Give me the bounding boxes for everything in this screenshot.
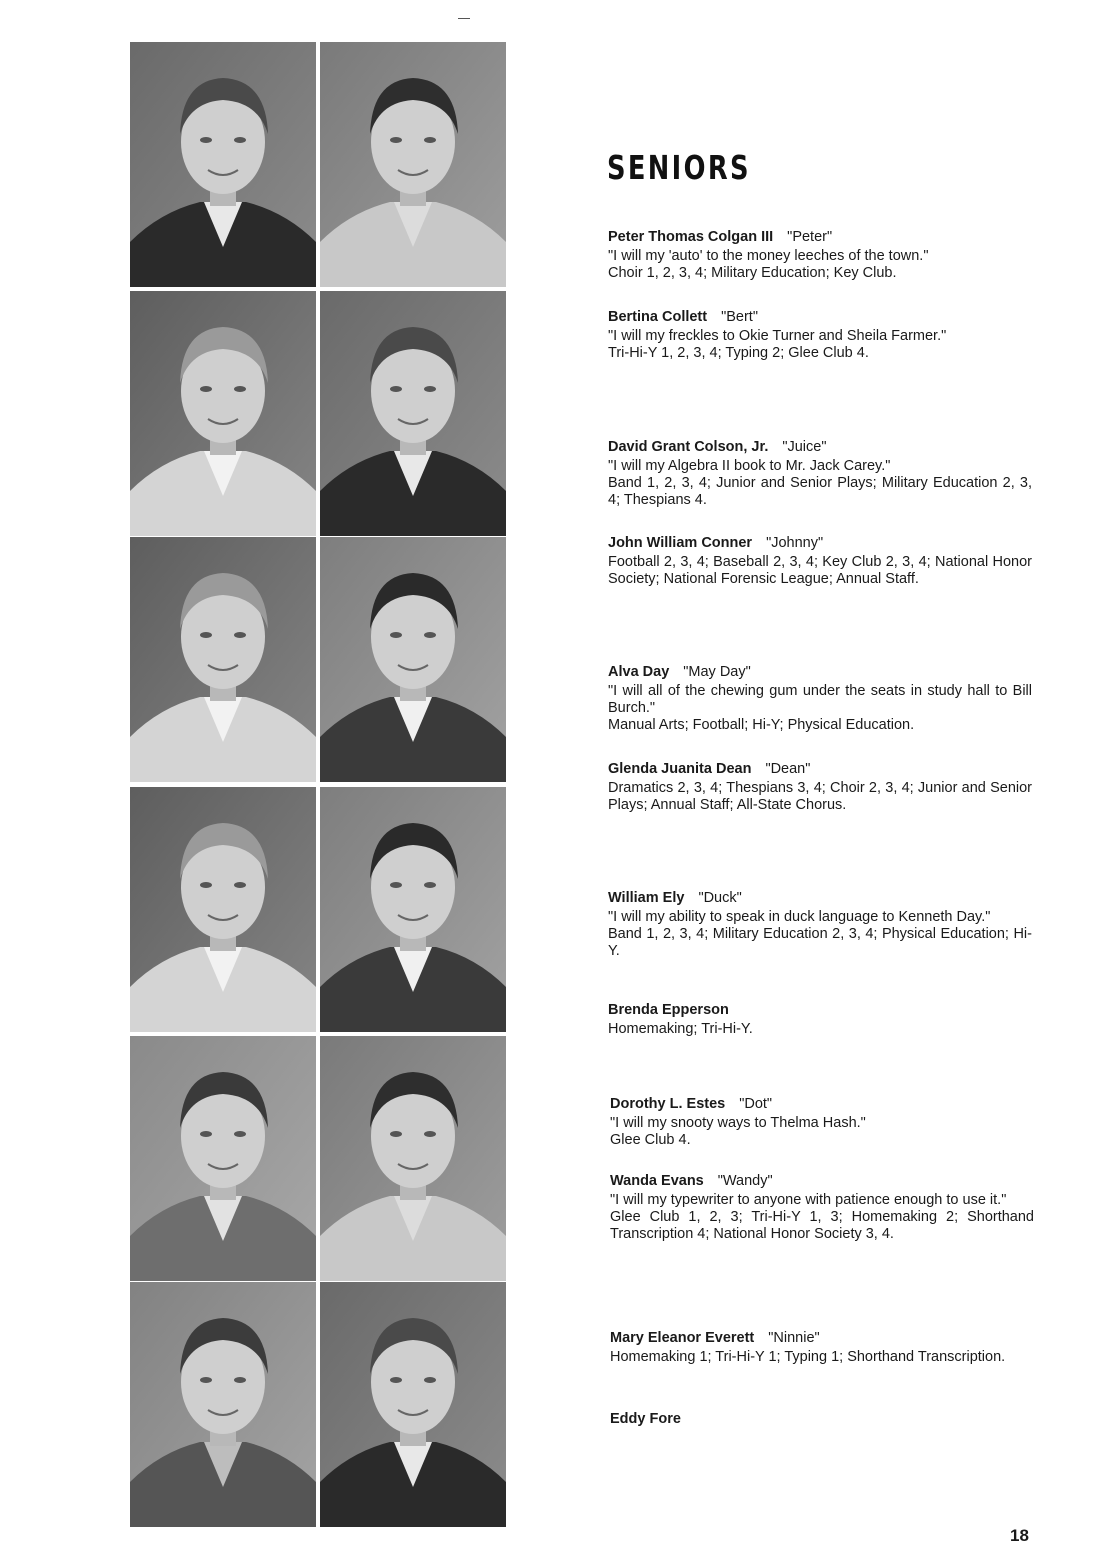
student-nickname: "Dean" <box>765 761 811 777</box>
portrait-photo <box>320 787 506 1032</box>
portrait-figure <box>130 787 316 1032</box>
name-line <box>608 890 1032 907</box>
portrait-figure <box>130 1036 316 1281</box>
senior-entry <box>608 535 1032 588</box>
entry-line: "I will my freckles to Okie Turner and Sheila Farmer." <box>608 328 947 344</box>
entry-line: "I will my snooty ways to Thelma Hash." <box>610 1115 866 1131</box>
student-name: John William Conner <box>608 535 753 551</box>
name-line <box>610 1411 1034 1428</box>
portrait-figure <box>130 291 316 536</box>
student-nickname: "Duck" <box>698 890 742 906</box>
student-name: Glenda Juanita Dean <box>608 761 752 777</box>
name-line <box>608 761 1032 778</box>
senior-entry <box>610 1330 1034 1366</box>
student-name: Bertina Collett <box>608 309 708 325</box>
portrait-photo <box>130 291 316 536</box>
portrait-photo <box>320 291 506 536</box>
portrait-figure <box>130 1282 316 1527</box>
entry-line: Glee Club 4. <box>610 1132 691 1148</box>
student-name: David Grant Colson, Jr. <box>608 439 769 455</box>
page-heading: SENIORS <box>607 148 751 187</box>
senior-entry <box>608 664 1032 734</box>
entry-line: Homemaking; Tri-Hi-Y. <box>608 1021 753 1037</box>
portrait-figure <box>130 42 316 287</box>
senior-entry <box>610 1411 1034 1430</box>
senior-entry <box>610 1096 1034 1149</box>
entry-line: Dramatics 2, 3, 4; Thespians 3, 4; Choir 2, 3, 4; Junior and Senior Plays; Annual Staff; All-State Chorus. <box>608 780 1032 813</box>
portrait-figure <box>130 537 316 782</box>
portrait-figure <box>320 1036 506 1281</box>
name-line <box>608 535 1032 552</box>
student-nickname: "May Day" <box>683 664 751 680</box>
portrait-grid <box>130 42 504 1530</box>
entry-line: Band 1, 2, 3, 4; Junior and Senior Plays; Military Education 2, 3, 4; Thespians 4. <box>608 475 1032 508</box>
name-line <box>608 229 1032 246</box>
student-nickname: "Ninnie" <box>768 1330 820 1346</box>
student-name: Dorothy L. Estes <box>610 1096 726 1112</box>
portrait-figure <box>320 42 506 287</box>
student-nickname: "Bert" <box>721 309 758 325</box>
portrait-figure <box>320 1282 506 1527</box>
name-line <box>610 1096 1034 1113</box>
entry-line: Band 1, 2, 3, 4; Military Education 2, 3, 4; Physical Education; Hi-Y. <box>608 926 1032 959</box>
entry-line: Manual Arts; Football; Hi-Y; Physical Education. <box>608 717 915 733</box>
senior-entry <box>608 761 1032 814</box>
name-line <box>608 439 1032 456</box>
name-line <box>610 1330 1034 1347</box>
portrait-photo <box>320 1282 506 1527</box>
student-name: William Ely <box>608 890 685 906</box>
student-name: Alva Day <box>608 664 670 680</box>
student-name: Mary Eleanor Everett <box>610 1330 755 1346</box>
entry-line: Glee Club 1, 2, 3; Tri-Hi-Y 1, 3; Homemaking 2; Shorthand Transcription 4; National Honor Society 3, 4. <box>610 1209 1034 1242</box>
senior-entry <box>608 1002 1032 1038</box>
name-line <box>608 664 1032 681</box>
student-name: Peter Thomas Colgan III <box>608 229 774 245</box>
portrait-photo <box>320 537 506 782</box>
senior-entry <box>608 229 1032 282</box>
student-nickname: "Juice" <box>782 439 827 455</box>
portrait-figure <box>320 291 506 536</box>
portrait-photo <box>130 787 316 1032</box>
entry-line: "I will my typewriter to anyone with patience enough to use it." <box>610 1192 1007 1208</box>
student-nickname: "Johnny" <box>766 535 824 551</box>
entry-line: "I will all of the chewing gum under the seats in study hall to Bill Burch." <box>608 683 1032 716</box>
student-nickname: "Wandy" <box>717 1173 773 1189</box>
name-line <box>610 1173 1034 1190</box>
portrait-photo <box>130 42 316 287</box>
entry-line: Homemaking 1; Tri-Hi-Y 1; Typing 1; Shorthand Transcription. <box>610 1349 1006 1365</box>
entry-line: "I will my ability to speak in duck language to Kenneth Day." <box>608 909 991 925</box>
student-name: Eddy Fore <box>610 1411 681 1427</box>
entry-line: Football 2, 3, 4; Baseball 2, 3, 4; Key Club 2, 3, 4; National Honor Society; National Forensic League; Annual Staff. <box>608 554 1032 587</box>
portrait-figure <box>320 787 506 1032</box>
student-name: Wanda Evans <box>610 1173 704 1189</box>
entry-line: "I will my 'auto' to the money leeches of the town." <box>608 248 929 264</box>
student-name: Brenda Epperson <box>608 1002 729 1018</box>
portrait-photo <box>320 1036 506 1281</box>
name-line <box>608 1002 1032 1019</box>
portrait-photo <box>320 42 506 287</box>
senior-entry <box>610 1173 1034 1243</box>
name-line <box>608 309 1032 326</box>
page-number: 18 <box>1010 1526 1029 1545</box>
senior-entry <box>608 439 1032 509</box>
portrait-photo <box>130 537 316 782</box>
portrait-photo <box>130 1282 316 1527</box>
entry-line: Choir 1, 2, 3, 4; Military Education; Key Club. <box>608 265 897 281</box>
portrait-photo <box>130 1036 316 1281</box>
student-nickname: "Dot" <box>739 1096 773 1112</box>
senior-entry <box>608 890 1032 960</box>
entry-line: Tri-Hi-Y 1, 2, 3, 4; Typing 2; Glee Club 4. <box>608 345 869 361</box>
senior-entry <box>608 309 1032 362</box>
entry-line: "I will my Algebra II book to Mr. Jack Carey." <box>608 458 891 474</box>
student-nickname: "Peter" <box>787 229 833 245</box>
scan-mark <box>458 18 470 19</box>
portrait-figure <box>320 537 506 782</box>
